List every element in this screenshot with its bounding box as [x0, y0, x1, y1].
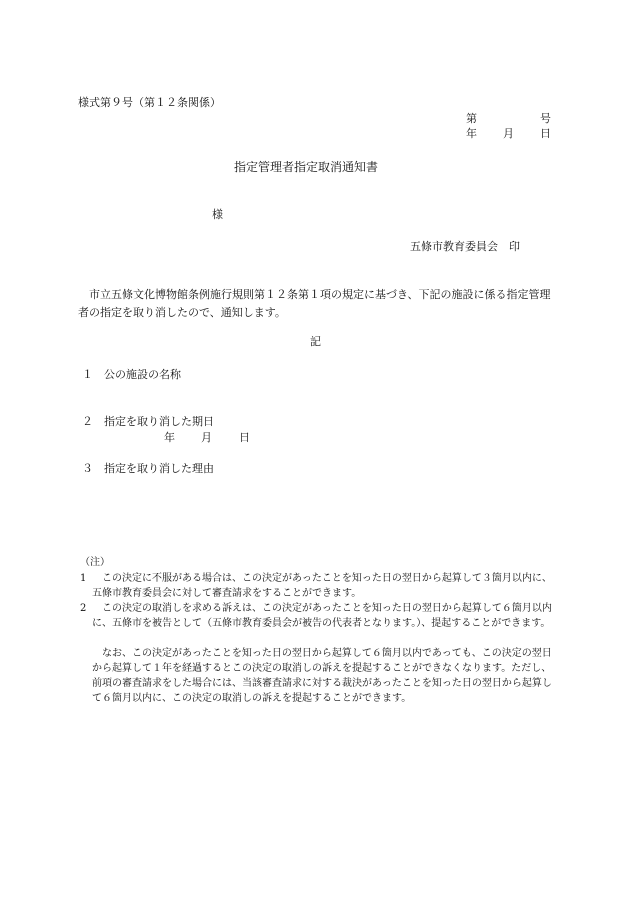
document-title: 指定管理者指定取消通知書 [234, 160, 379, 174]
item-1-number: １ [82, 368, 93, 381]
item-2-label: 指定を取り消した期日 [104, 415, 214, 428]
note-1-number: 1 [80, 573, 87, 584]
date-month: 月 [503, 127, 514, 140]
note-2-text-continued: なお、この決定があったことを知った日の翌日から起算して６箇月以内であっても、この決定の翌日から起算して１年を経過するとこの決定の取消しの訴えを提起することができなくなります。ただし、前項の審査請求をした場合には、当該審査請求に対する裁決があったことを知った日の翌日から起算して６箇月以内に、この決定の取消しの訴えを提起することができます。 [92, 648, 552, 704]
date-year: 年 [466, 127, 477, 140]
note-1-text: この決定に不服がある場合は、この決定があったことを知った日の翌日から起算して３箇月以内に、五條市教育委員会に対して審査請求をすることができます。 [92, 573, 552, 599]
body-text: 市立五條文化博物館条例施行規則第１２条第１項の規定に基づき、下記の施設に係る指定管理者の指定を取り消したので、通知します。 [78, 288, 551, 319]
issuer: 五條市教育委員会 印 [410, 240, 520, 253]
item-2-month: 月 [201, 431, 212, 444]
addressee-suffix: 様 [212, 208, 223, 221]
item-1-label: 公の施設の名称 [104, 368, 181, 381]
item-2-day: 日 [239, 431, 250, 444]
form-number: 様式第９号（第１２条関係） [78, 96, 221, 109]
note-2-text: この決定の取消しを求める訴えは、この決定があったことを知った日の翌日から起算して６箇月以内に、五條市を被告として（五條市教育委員会が被告の代表者となります。）、提起することができます。 [92, 603, 552, 629]
notes-heading: （注） [80, 557, 110, 568]
doc-number-gou: 号 [540, 112, 551, 125]
item-2-year: 年 [164, 431, 175, 444]
doc-number-dai: 第 [466, 112, 477, 125]
ki-heading: 記 [310, 335, 321, 348]
item-2-number: ２ [82, 415, 93, 428]
date-day: 日 [540, 127, 551, 140]
note-2-number: 2 [80, 603, 87, 614]
item-3-number: ３ [82, 462, 93, 475]
item-3-label: 指定を取り消した理由 [104, 462, 214, 475]
